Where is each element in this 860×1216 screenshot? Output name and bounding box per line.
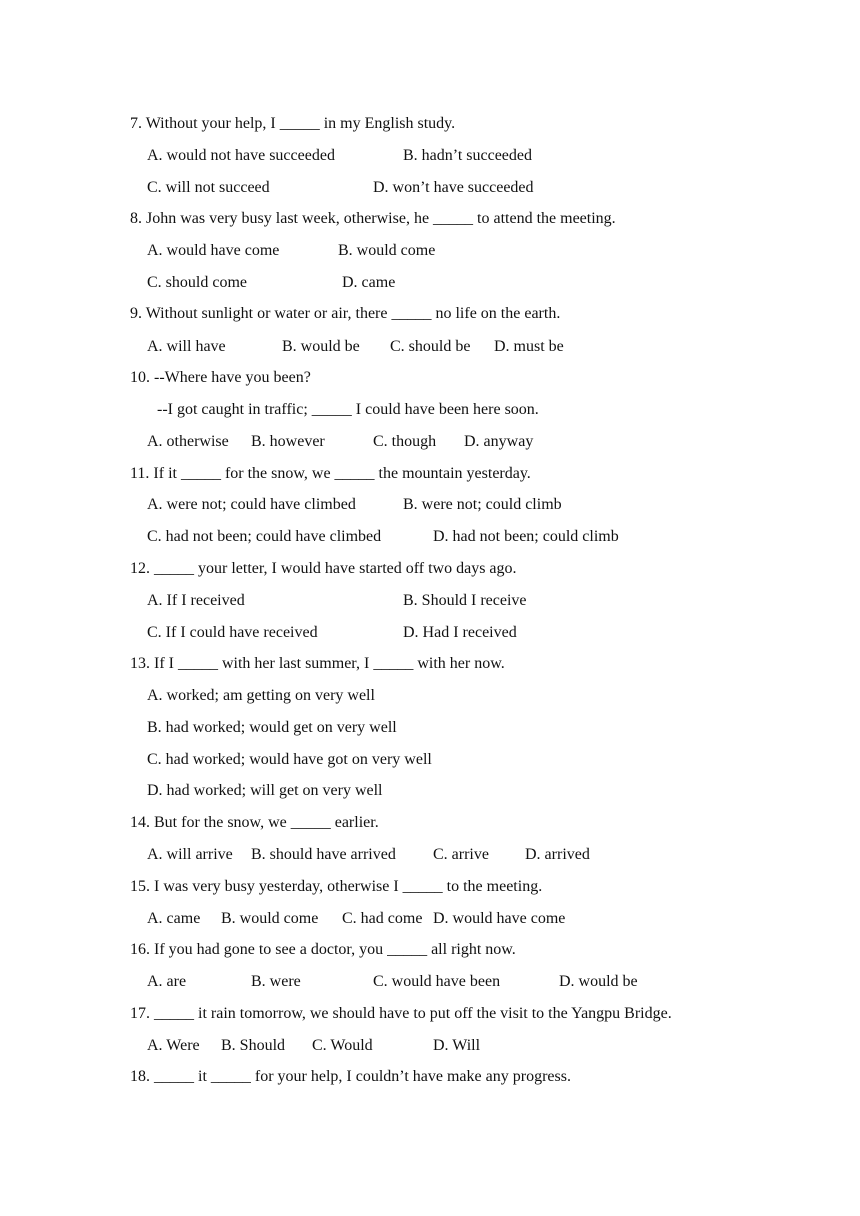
- question-stem: 7. Without your help, I _____ in my English study.: [130, 115, 456, 132]
- answer-option: A. Were: [147, 1037, 200, 1054]
- answer-option: D. anyway: [464, 433, 534, 450]
- answer-option: D. would be: [559, 973, 638, 990]
- question-stem: 8. John was very busy last week, otherwise, he _____ to attend the meeting.: [130, 210, 616, 227]
- question-stem: 12. _____ your letter, I would have started off two days ago.: [130, 560, 517, 577]
- answer-option: B. would come: [338, 242, 436, 259]
- answer-option: D. arrived: [525, 846, 590, 863]
- answer-option: C. arrive: [433, 846, 489, 863]
- answer-option: B. were not; could climb: [403, 496, 562, 513]
- answer-option: B. had worked; would get on very well: [147, 719, 397, 736]
- question-stem: 11. If it _____ for the snow, we _____ the mountain yesterday.: [130, 465, 531, 482]
- answer-option: C. had worked; would have got on very well: [147, 751, 432, 768]
- answer-option: D. had worked; will get on very well: [147, 782, 383, 799]
- answer-option: B. were: [251, 973, 301, 990]
- question-stem: 13. If I _____ with her last summer, I _____ with her now.: [130, 655, 505, 672]
- answer-option: D. had not been; could climb: [433, 528, 619, 545]
- answer-option: B. however: [251, 433, 325, 450]
- answer-option: B. should have arrived: [251, 846, 396, 863]
- question-stem: 10. --Where have you been?: [130, 369, 311, 386]
- answer-option: B. Should: [221, 1037, 286, 1054]
- answer-option: A. were not; could have climbed: [147, 496, 356, 513]
- answer-option: D. Will: [433, 1037, 481, 1054]
- answer-option: A. If I received: [147, 592, 245, 609]
- answer-option: D. won’t have succeeded: [373, 179, 534, 196]
- question-stem: 17. _____ it rain tomorrow, we should have to put off the visit to the Yangpu Bridge.: [130, 1005, 672, 1022]
- question-stem: 14. But for the snow, we _____ earlier.: [130, 814, 379, 831]
- answer-option: C. had come: [342, 910, 423, 927]
- answer-option: C. though: [373, 433, 437, 450]
- answer-option: A. will have: [147, 338, 226, 355]
- answer-option: C. should be: [390, 338, 471, 355]
- dialog-line: --I got caught in traffic; _____ I could have been here soon.: [157, 401, 539, 418]
- answer-option: A. otherwise: [147, 433, 229, 450]
- answer-option: A. would not have succeeded: [147, 147, 335, 164]
- question-stem: 16. If you had gone to see a doctor, you _____ all right now.: [130, 941, 516, 958]
- question-stem: 18. _____ it _____ for your help, I couldn’t have make any progress.: [130, 1068, 571, 1085]
- answer-option: C. would have been: [373, 973, 501, 990]
- answer-option: C. If I could have received: [147, 624, 318, 641]
- answer-option: A. came: [147, 910, 201, 927]
- answer-option: B. hadn’t succeeded: [403, 147, 532, 164]
- answer-option: B. would be: [282, 338, 360, 355]
- answer-option: D. came: [342, 274, 396, 291]
- answer-option: C. had not been; could have climbed: [147, 528, 382, 545]
- answer-option: B. would come: [221, 910, 319, 927]
- answer-option: C. will not succeed: [147, 179, 270, 196]
- answer-option: A. worked; am getting on very well: [147, 687, 375, 704]
- answer-option: D. Had I received: [403, 624, 517, 641]
- answer-option: C. Would: [312, 1037, 373, 1054]
- question-stem: 9. Without sunlight or water or air, there _____ no life on the earth.: [130, 305, 561, 322]
- answer-option: A. are: [147, 973, 187, 990]
- answer-option: D. must be: [494, 338, 564, 355]
- answer-option: A. would have come: [147, 242, 280, 259]
- question-stem: 15. I was very busy yesterday, otherwise I _____ to the meeting.: [130, 878, 543, 895]
- answer-option: C. should come: [147, 274, 247, 291]
- answer-option: A. will arrive: [147, 846, 233, 863]
- answer-option: B. Should I receive: [403, 592, 527, 609]
- answer-option: D. would have come: [433, 910, 566, 927]
